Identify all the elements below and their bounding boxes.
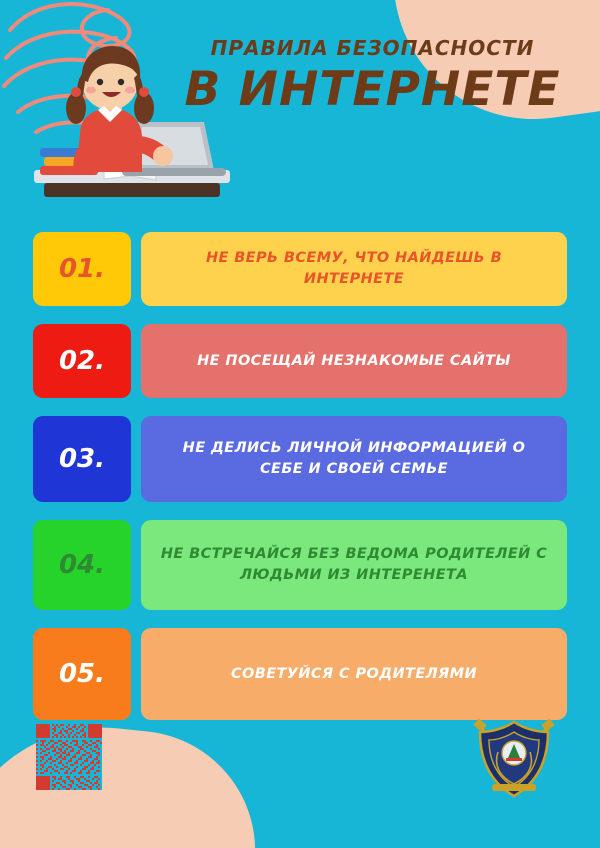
poster-title-line1: ПРАВИЛА БЕЗОПАСНОСТИ xyxy=(210,36,535,60)
rule-number: 03. xyxy=(33,416,131,502)
qr-code[interactable] xyxy=(36,724,102,790)
investigative-committee-emblem xyxy=(470,708,558,800)
rule-item xyxy=(33,232,567,306)
rule-item xyxy=(33,416,567,502)
poster-title-block xyxy=(160,36,585,117)
rule-text: НЕ ДЕЛИСЬ ЛИЧНОЙ ИНФОРМАЦИЕЙ О СЕБЕ И СВОЕЙ СЕМЬЕ xyxy=(141,416,567,502)
rule-text: НЕ ВЕРЬ ВСЕМУ, ЧТО НАЙДЕШЬ В ИНТЕРНЕТЕ xyxy=(141,232,567,306)
rule-item xyxy=(33,520,567,610)
rule-number: 05. xyxy=(33,628,131,720)
rule-number: 01. xyxy=(33,232,131,306)
poster-title-line2: В ИНТЕРНЕТЕ xyxy=(184,62,561,117)
rule-number: 04. xyxy=(33,520,131,610)
rule-text: НЕ ПОСЕЩАЙ НЕЗНАКОМЫЕ САЙТЫ xyxy=(141,324,567,398)
rule-item xyxy=(33,628,567,720)
rule-number: 02. xyxy=(33,324,131,398)
rule-text: СОВЕТУЙСЯ С РОДИТЕЛЯМИ xyxy=(141,628,567,720)
rule-text: НЕ ВСТРЕЧАЙСЯ БЕЗ ВЕДОМА РОДИТЕЛЕЙ С ЛЮДЬМИ ИЗ ИНТЕРЕНЕТА xyxy=(141,520,567,610)
rule-item xyxy=(33,324,567,398)
rules-list xyxy=(33,232,567,738)
